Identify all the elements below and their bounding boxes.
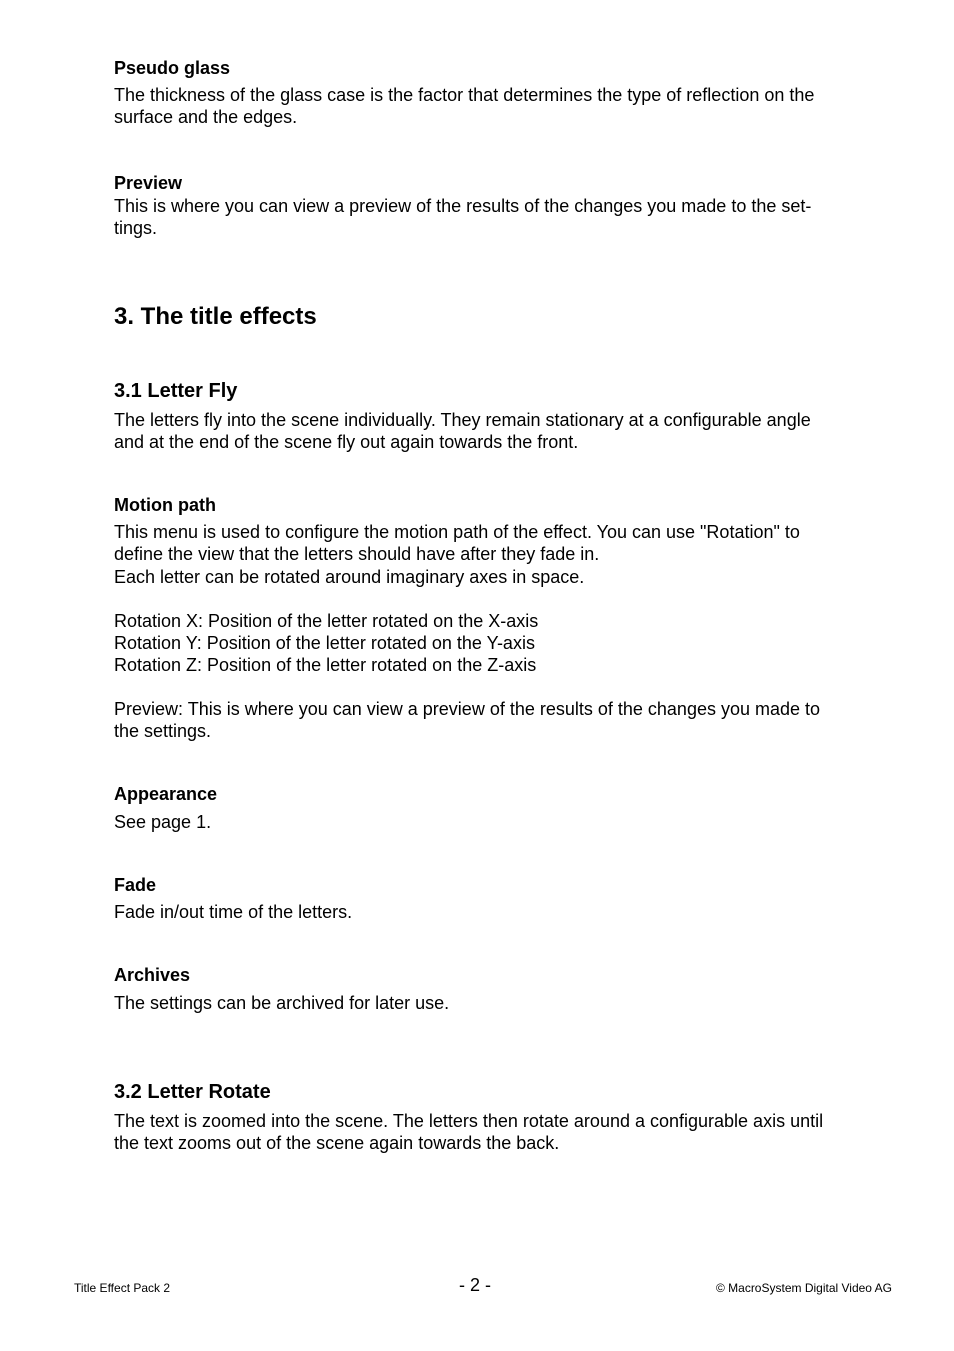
letter-fly-title: 3.1 Letter Fly — [114, 380, 238, 402]
page-number: - 2 - — [459, 1275, 492, 1295]
motion-path-text-line: This menu is used to configure the motion path of the effect. You can use "Rotation" to — [114, 522, 800, 542]
preview-heading: Preview — [114, 173, 183, 193]
motion-path-text-line: Each letter can be rotated around imaginary axes in space. — [114, 567, 585, 587]
appearance-heading: Appearance — [114, 784, 218, 804]
letter-fly-text-line: and at the end of the scene fly out again towards the front. — [114, 432, 579, 452]
letter-rotate-text-line: The text is zoomed into the scene. The letters then rotate around a configurable axis until — [114, 1111, 824, 1131]
letter-rotate-text-line: the text zooms out of the scene again towards the back. — [114, 1133, 560, 1153]
motion-preview-line: Preview: This is where you can view a preview of the results of the changes you made to — [114, 699, 821, 719]
rotation-x-line: Rotation X: Position of the letter rotated on the X-axis — [114, 611, 539, 631]
appearance-text: See page 1. — [114, 812, 212, 832]
rotation-y-line: Rotation Y: Position of the letter rotated on the Y-axis — [114, 633, 535, 653]
pseudo-glass-text-line: surface and the edges. — [114, 107, 298, 127]
motion-preview-line: the settings. — [114, 721, 212, 741]
letter-fly-text-line: The letters fly into the scene individually. They remain stationary at a configurable angle — [114, 410, 811, 430]
fade-text: Fade in/out time of the letters. — [114, 902, 353, 922]
motion-path-heading: Motion path — [114, 495, 216, 515]
preview-text-line: This is where you can view a preview of the results of the changes you made to the set- — [114, 196, 812, 216]
motion-path-text-line: define the view that the letters should have after they fade in. — [114, 544, 600, 564]
rotation-z-line: Rotation Z: Position of the letter rotated on the Z-axis — [114, 655, 537, 675]
fade-heading: Fade — [114, 875, 157, 895]
pseudo-glass-text-line: The thickness of the glass case is the factor that determines the type of reflection on the — [114, 85, 815, 105]
preview-text-line: tings. — [114, 218, 158, 238]
pseudo-glass-heading: Pseudo glass — [114, 58, 231, 78]
footer-left: Title Effect Pack 2 — [74, 1281, 171, 1295]
archives-text: The settings can be archived for later use. — [114, 993, 450, 1013]
footer-right: © MacroSystem Digital Video AG — [715, 1281, 892, 1295]
letter-rotate-title: 3.2 Letter Rotate — [114, 1081, 271, 1103]
archives-heading: Archives — [114, 965, 191, 985]
chapter-title: 3. The title effects — [114, 303, 317, 330]
